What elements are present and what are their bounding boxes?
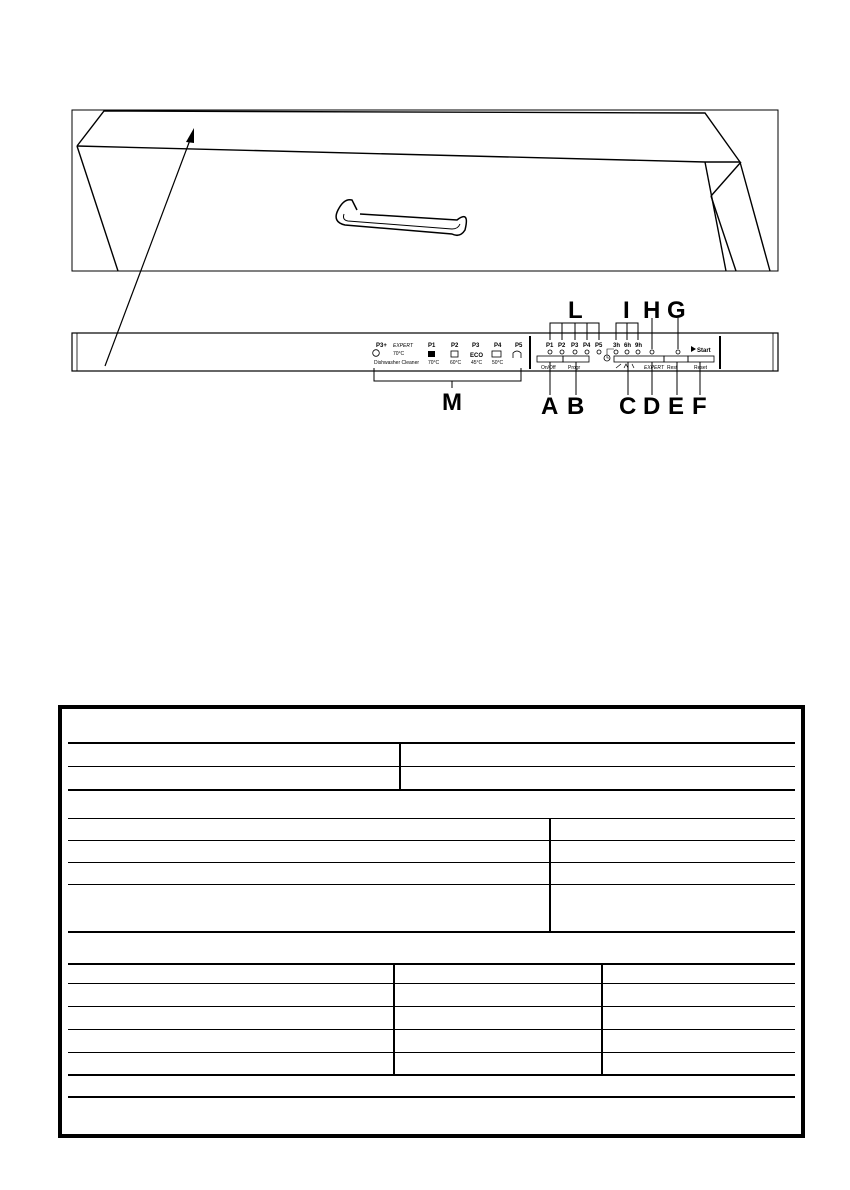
eco-icon-label: ECO [470, 353, 484, 359]
callout-c: C [619, 393, 637, 420]
p3-plus-temp: 70°C [393, 351, 405, 357]
program-legend [373, 343, 523, 366]
dishwasher-door-illustration [72, 110, 778, 271]
delay-button[interactable] [614, 356, 664, 362]
table-row [68, 963, 795, 985]
indicator-led-g [676, 350, 680, 354]
legend-p5: P5 [515, 343, 523, 349]
dishwasher-control-panel-drawing [0, 0, 850, 450]
table-row [68, 818, 795, 841]
start-label: Start [697, 348, 711, 354]
delay-led-6h [625, 350, 629, 354]
table-header-row-2 [68, 789, 795, 820]
normal-pot-icon [451, 351, 458, 357]
option-brand-label: EXPERT [644, 365, 664, 371]
led-label-p1: P1 [546, 343, 554, 349]
progr-label: Progr [568, 365, 581, 371]
delay-label-6h: 6h [624, 343, 632, 349]
legend-temp-p3: 45°C [471, 360, 483, 366]
start-reset-button[interactable] [688, 356, 714, 362]
callout-b: B [567, 393, 585, 420]
option-icons [616, 364, 634, 368]
p3-brand-label: EXPERT [393, 343, 413, 349]
table-row [68, 884, 795, 932]
on-off-label: On/Off [541, 365, 556, 371]
legend-p2: P2 [451, 343, 459, 349]
led-label-p3: P3 [571, 343, 579, 349]
reset-label: Reset [694, 365, 708, 371]
program-controls [537, 343, 603, 371]
table-header-row-3 [68, 931, 795, 965]
program-led-p3 [573, 350, 577, 354]
led-label-p5: P5 [595, 343, 603, 349]
delay-led-3h [614, 350, 618, 354]
pointer-arrow [105, 128, 194, 366]
callout-f: F [692, 393, 707, 420]
indicator-led-h [650, 350, 654, 354]
callout-a: A [541, 393, 559, 420]
legend-temp-p1: 70°C [428, 360, 440, 366]
table-row [68, 742, 795, 768]
delay-led-9h [636, 350, 640, 354]
legend-p1: P1 [428, 343, 436, 349]
legend-temp-p2: 60°C [450, 360, 462, 366]
rinse-icon [513, 351, 521, 358]
specification-table [58, 705, 805, 1138]
table-row [68, 862, 795, 885]
dishwasher-cleaner-label: Dishwasher Cleaner [374, 360, 420, 366]
callout-d: D [643, 393, 661, 420]
table-footer-row [68, 1096, 795, 1137]
snowflake-icon [373, 350, 380, 357]
callout-g: G [667, 297, 686, 324]
table-header-row-1 [68, 717, 795, 742]
callout-e: E [668, 393, 685, 420]
legend-p4: P4 [494, 343, 502, 349]
program-led-p5 [597, 350, 601, 354]
glass-icon [492, 351, 501, 357]
table-row [68, 1074, 795, 1098]
specification-table-body [68, 717, 795, 1126]
callout-l: L [568, 297, 583, 324]
on-off-button[interactable] [537, 356, 563, 362]
legend-temp-p4: 50°C [492, 360, 504, 366]
delay-label-3h: 3h [613, 343, 621, 349]
table-row [68, 1052, 795, 1075]
p3-plus-label: P3+ [376, 343, 387, 349]
table-row [68, 1006, 795, 1030]
table-row [68, 983, 795, 1007]
callout-m: M [442, 389, 462, 416]
led-label-p2: P2 [558, 343, 566, 349]
rest-label: Rest [667, 365, 678, 371]
program-led-p2 [560, 350, 564, 354]
table-row [68, 840, 795, 863]
legend-p3: P3 [472, 343, 480, 349]
callout-leaders [550, 318, 700, 395]
delay-and-start-controls [604, 343, 714, 371]
intensive-pot-icon [428, 351, 435, 357]
callout-i: I [623, 297, 630, 324]
callout-h: H [643, 297, 661, 324]
table-row [68, 766, 795, 790]
progr-button[interactable] [563, 356, 589, 362]
start-play-icon [691, 346, 696, 352]
led-label-p4: P4 [583, 343, 591, 349]
table-row [68, 1029, 795, 1053]
program-led-p1 [548, 350, 552, 354]
program-led-p4 [585, 350, 589, 354]
rest-button[interactable] [664, 356, 688, 362]
delay-label-9h: 9h [635, 343, 643, 349]
